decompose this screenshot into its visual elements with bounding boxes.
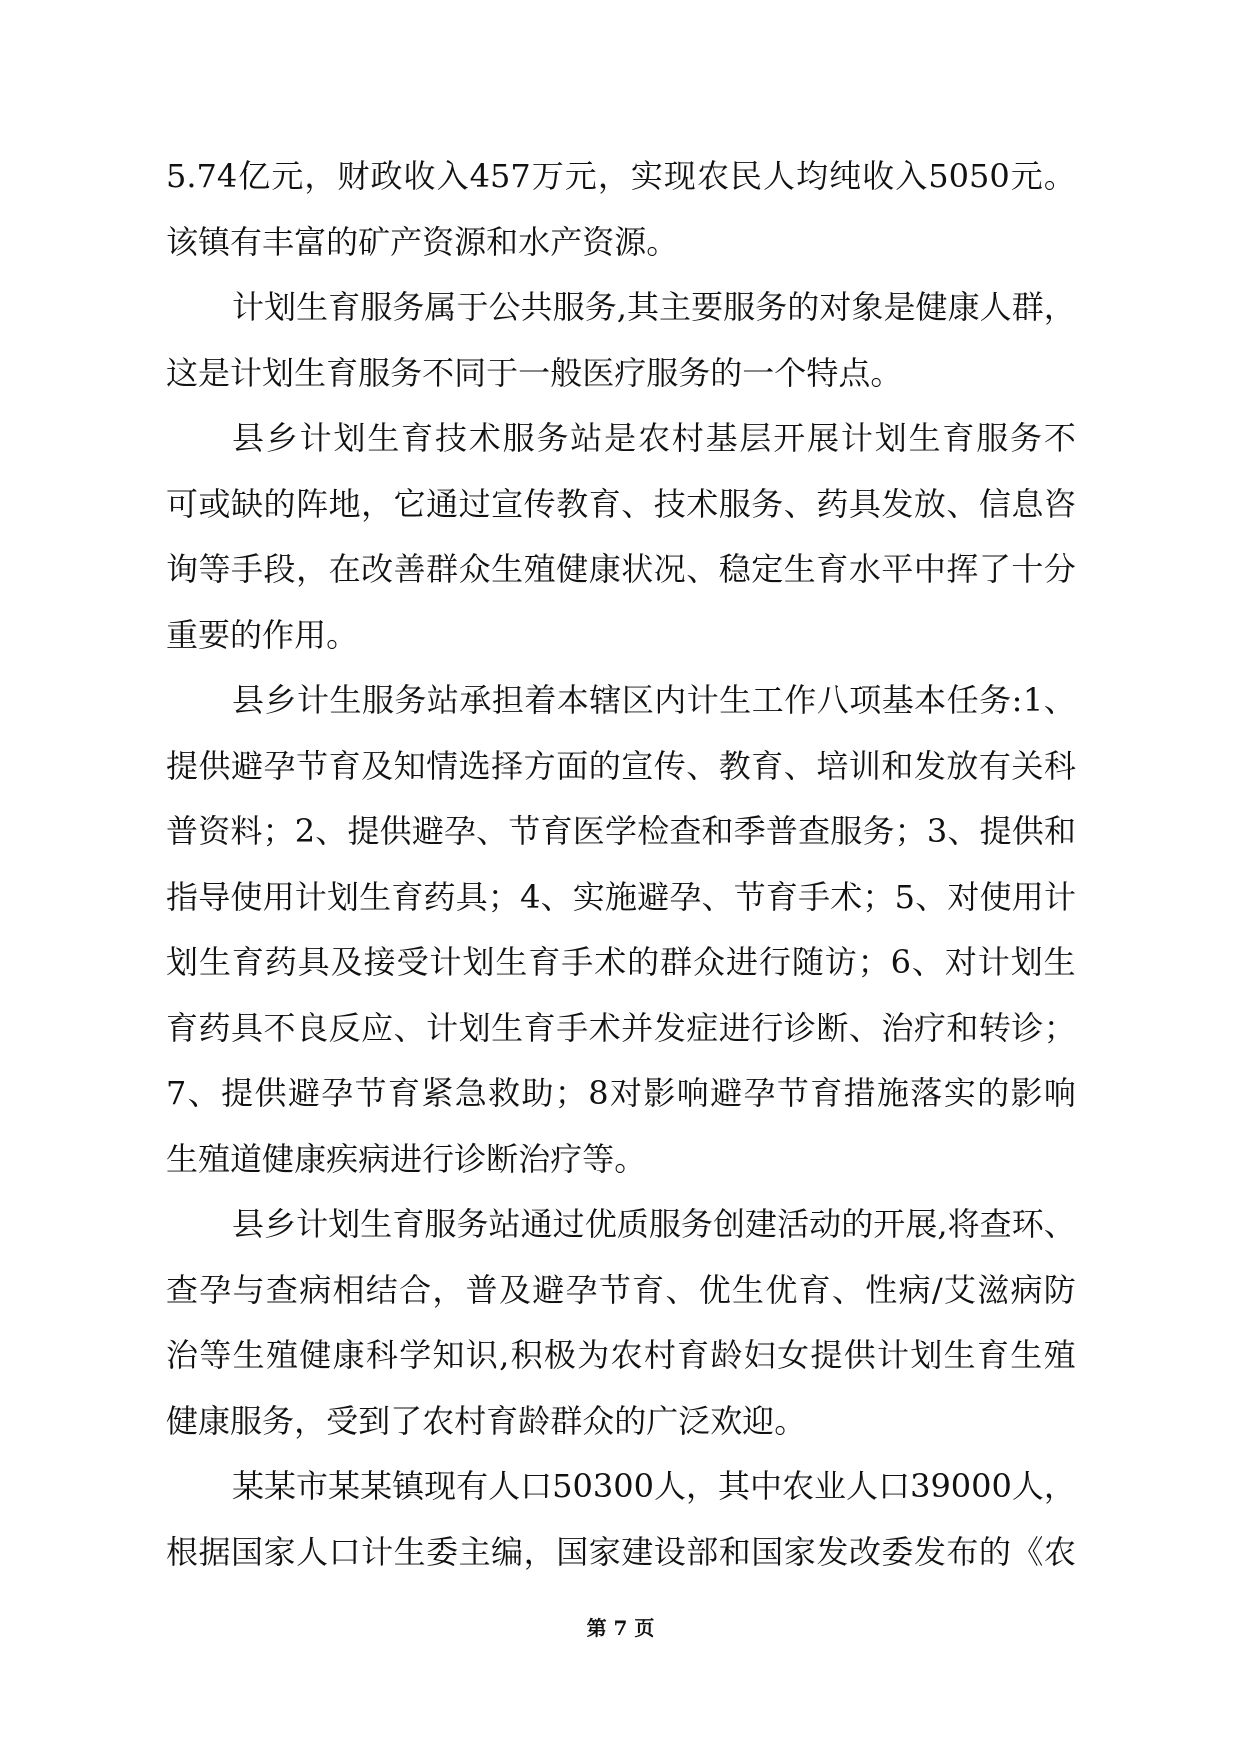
text-line: 某 某 市 某 某 镇 现 有 人 口 50300 人 ， 其 中 农 业 人 口 39000 人 ， <box>232 1467 1076 1505</box>
document-body <box>166 156 1076 1597</box>
text-line: 生 殖 道 健 康 疾 病 进 行 诊 断 治 疗 等 。 <box>166 1139 647 1178</box>
text-line: 询 等 手 段 ， 在 改 善 群 众 生 殖 健 康 状 况 、 稳 定 生 育 水 平 中 挥 了 十 分 <box>166 550 1076 588</box>
text-line: 指 导 使 用 计 划 生 育 药 具 ； 4 、 实 施 避 孕 、 节 育 手 术 ； 5 、 对 使 用 计 <box>166 877 1076 916</box>
text-line: 计 划 生 育 服 务 属 于 公 共 服 务 , 其 主 要 服 务 的 对 象 是 健 康 人 群 ， <box>232 288 1076 326</box>
text-line: 划 生 育 药 具 及 接 受 计 划 生 育 手 术 的 群 众 进 行 随 访 ； 6 、 对 计 划 生 <box>166 943 1076 981</box>
text-line: 重 要 的 作 用 。 <box>166 615 359 654</box>
text-line: 育 药 具 不 良 反 应 、 计 划 生 育 手 术 并 发 症 进 行 诊 断 、 治 疗 和 转 诊 ； <box>166 1008 1076 1047</box>
text-line: 7 、 提 供 避 孕 节 育 紧 急 救 助 ； 8 对 影 响 避 孕 节 育 措 施 落 实 的 影 响 <box>166 1074 1076 1112</box>
page-number: 第 7 页 <box>586 1616 655 1640</box>
text-line: 健 康 服 务 ， 受 到 了 农 村 育 龄 群 众 的 广 泛 欢 迎 。 <box>166 1401 807 1440</box>
text-line: 根 据 国 家 人 口 计 生 委 主 编 ， 国 家 建 设 部 和 国 家 发 改 委 发 布 的 《 农 <box>166 1532 1076 1571</box>
text-line: 可 或 缺 的 阵 地 ， 它 通 过 宣 传 教 育 、 技 术 服 务 、 药 具 发 放 、 信 息 咨 <box>166 484 1076 523</box>
text-line: 县 乡 计 划 生 育 技 术 服 务 站 是 农 村 基 层 开 展 计 划 生 育 服 务 不 <box>232 419 1076 457</box>
text-line: 县 乡 计 划 生 育 服 务 站 通 过 优 质 服 务 创 建 活 动 的 开 展 , 将 查 环 、 <box>232 1205 1076 1243</box>
text-line: 治 等 生 殖 健 康 科 学 知 识 , 积 极 为 农 村 育 龄 妇 女 提 供 计 划 生 育 生 殖 <box>166 1336 1076 1374</box>
text-line: 县 乡 计 生 服 务 站 承 担 着 本 辖 区 内 计 生 工 作 八 项 基 本 任 务 : 1 、 <box>232 681 1076 719</box>
text-line: 这 是 计 划 生 育 服 务 不 同 于 一 般 医 疗 服 务 的 一 个 特 点 。 <box>166 353 903 392</box>
text-line: 查 孕 与 查 病 相 结 合 ， 普 及 避 孕 节 育 、 优 生 优 育 、 性 病 / 艾 滋 病 防 <box>166 1270 1076 1309</box>
text-line: 该 镇 有 丰 富 的 矿 产 资 源 和 水 产 资 源 。 <box>166 222 679 261</box>
text-line: 提 供 避 孕 节 育 及 知 情 选 择 方 面 的 宣 传 、 教 育 、 培 训 和 发 放 有 关 科 <box>166 746 1076 785</box>
text-line: 普 资 料 ； 2 、 提 供 避 孕 、 节 育 医 学 检 查 和 季 普 查 服 务 ； 3 、 提 供 和 <box>166 812 1076 850</box>
text-line: 5.74 亿 元 ， 财 政 收 入 457 万 元 ， 实 现 农 民 人 均 纯 收 入 5050 元 。 <box>166 157 1076 195</box>
